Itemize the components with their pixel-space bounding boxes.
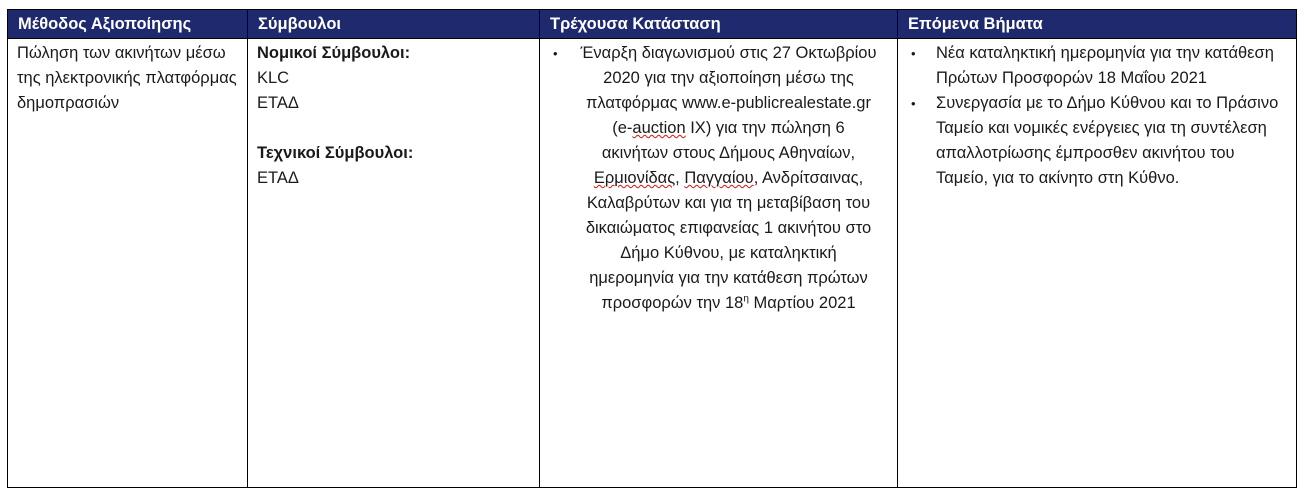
table-header-row bbox=[8, 10, 1297, 39]
list-item bbox=[907, 91, 1288, 191]
technical-advisors-title: Τεχνικοί Σύμβουλοι: bbox=[257, 144, 414, 162]
legal-advisor-2: ΕΤΑΔ bbox=[257, 94, 299, 112]
header-advisors: Σύμβουλοι bbox=[248, 10, 540, 39]
cell-current-status bbox=[540, 39, 898, 488]
technical-advisor-1: ΕΤΑΔ bbox=[257, 169, 299, 187]
header-method: Μέθοδος Αξιοποίησης bbox=[8, 10, 248, 39]
cell-next-steps bbox=[898, 39, 1297, 488]
method-text: Πώληση των ακινήτων μέσω της ηλεκτρονικής πλατφόρμας δημοπρασιών bbox=[17, 44, 237, 112]
legal-advisor-1: KLC bbox=[257, 69, 290, 87]
list-item bbox=[907, 41, 1288, 91]
bullet-icon: • bbox=[553, 46, 558, 61]
next-step-text: Συνεργασία με το Δήμο Κύθνου και το Πράσινο Ταμείο και νομικές ενέργειες για τη συντέλεση απαλλοτρίωσης έμπροσθεν ακινήτου του Ταμείο, για το ακίνητο στη Κύθνο. bbox=[936, 94, 1279, 187]
next-step-text: Νέα καταληκτική ημερομηνία για την κατάθεση Πρώτων Προσφορών 18 Μαΐου 2021 bbox=[936, 44, 1274, 87]
cell-method bbox=[8, 39, 248, 488]
status-list bbox=[549, 41, 889, 316]
bullet-icon: • bbox=[911, 96, 916, 111]
bullet-icon: • bbox=[911, 46, 916, 61]
list-item bbox=[549, 41, 889, 316]
header-current-status: Τρέχουσα Κατάσταση bbox=[540, 10, 898, 39]
cell-advisors bbox=[248, 39, 540, 488]
header-next-steps: Επόμενα Βήματα bbox=[898, 10, 1297, 39]
status-text: Έναρξη διαγωνισμού στις 27 Οκτωβρίου 2020 για την αξιοποίηση μέσω της πλατφόρμας www.e-publicrealestate.gr (e-auction IX) για την πώληση 6 ακινήτων στους Δήμους Αθηναίων, Ερμιονίδας, Παγγαίου, Ανδρίτσαινας, Καλαβρύτων και για τη μεταβίβαση του δικαιώματος επιφανείας 1 ακινήτου στο Δήμο Κύθνου, με καταληκτική ημερομηνία για την κατάθεση πρώτων προσφορών την $18^\eta$ Μαρτίου 2021 bbox=[580, 44, 877, 312]
spacer bbox=[257, 116, 531, 141]
table-row bbox=[8, 39, 1297, 488]
legal-advisors-title: Νομικοί Σύμβουλοι: bbox=[257, 44, 411, 62]
next-steps-list bbox=[907, 41, 1288, 191]
asset-utilization-table bbox=[7, 9, 1297, 488]
